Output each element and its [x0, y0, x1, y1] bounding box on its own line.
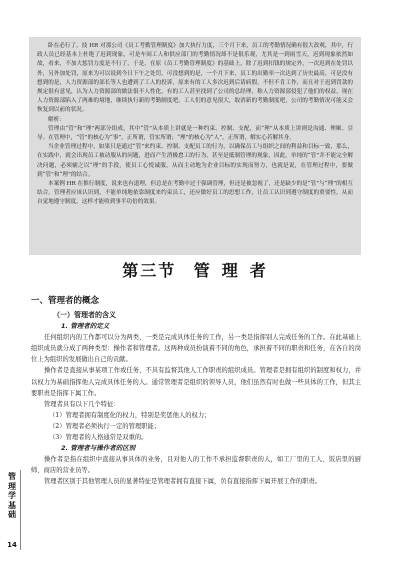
- list-item: （3）管理者的人格通常是双重的。: [49, 434, 148, 442]
- case-paragraph-1: 卧在必行了，技 HR 对那公司《员工考勤管理制度》加大执行力度，三个月下来，员工的考勤情况确有很大改观，其中，行政人员已经基本上杜绝了迟到现象，可是车间工人和供应部门的考勤情况却不是很乐观，尤其是一到雨雪天，迟到现象依然如故，看来，不加大惩罚力度是不行了，于是，在原《员工考勤管理制度》的基础上，除了迟到扣钱的规定外，一次迟到在处罚以外，另外加处罚，原来为可以说到今日下午之处罚，可没想到的是，一个月下来，员工的出勤率一次达到了历史最高，可是没有想到的是，人力资源部的部长等人也遭到了工人的投诉，原来有的工人多次迟到后请病假，不但不肯工作，而且对于迟到罚款的规定很有意见，认为人力资源部的做法很不人性化，有的工人甚至找到了公司的总经理，称人力资源部侵犯了他们的权益，现在人力资源部陷入了两难的境地，继续执行新的考勤制度吧，工人们的意见很大，取消新的考勤制度吧，公司的考勤情况可能又会恢复到以前的状况。: [37, 43, 353, 114]
- subheading-definition: 1. 管理者的定义: [61, 322, 110, 331]
- paragraph: 操作者是指在组织中直接从事具体的业务，且对他人的工作不承担监督职责的人，如工厂里的工人、饭店里的厨师、商店的营业员等。: [31, 456, 361, 475]
- section-heading: [0, 258, 400, 281]
- case-paragraph-3: 当企业管理过程中，如果只是通过“管”来约束、控制、支配员工的行为，以确保员工与组织之间的利益和目标一致，那么，在实践中，就会出现员工被动服从的问题，进而产生消极怠工的行为，甚至是抵制管理的现象，因此，单纯的“管”并不能完全解决问题，必须辅之以“理”的手段，使员工心悦诚服，从而主动地为企业目标的实现而努力，也就是说，在管理过程中，要做到“管”和“理”的结合。: [37, 144, 353, 178]
- section-title: 管理者: [193, 261, 278, 280]
- section-number: 第三节: [122, 261, 177, 280]
- subheading-difference: 2. 管理者与操作者的区别: [61, 444, 136, 453]
- book-title-side-label: 管 理 学 基 础: [8, 472, 16, 520]
- heading-concept: 一、管理者的概念: [31, 296, 100, 306]
- list-item: （2）管理者必须执行一定的管理职能；: [49, 422, 161, 430]
- body-text: [31, 310, 361, 488]
- list-item: （1）管理者拥有制度化的权力，特别是奖惩他人的权力；: [49, 411, 211, 419]
- case-paragraph-2: 管理由“管”和“理”两部分组成，其中“管”从本质上讲就是一种约束、控制、支配，而“理”从本质上讲则是沟通、理顺、引导。在管理中，“管”的核心为“事”，正所谓，管实所谓；“理”的核心为“人”，正所谓，解实心若解其身。: [37, 125, 353, 142]
- case-study-box: [29, 37, 361, 255]
- paragraph: 操作者是直接从事某项工作或任务，不具有监督其他人工作职责的组织成员。管理者是拥有组织的制度和权力，并以权力为基础指挥他人完成具体任务的人。通常管理者是组织的领导人员，他们虽然有时也做一些具体的工作，但其主要职责是指挥下属工作。: [31, 367, 361, 397]
- side-divider: [20, 470, 21, 550]
- paragraph: 管理者具有以下几个特征：: [44, 400, 120, 408]
- subheading-meaning: （一）管理者的含义: [53, 311, 116, 319]
- paragraph: 管理者区别于其他管理人员的显著特征是管理者拥有直接下属，负有直接指挥下属开展工作的职责。: [44, 478, 322, 486]
- page-number: 14: [7, 541, 17, 549]
- analysis-label: 解析：: [48, 116, 65, 123]
- paragraph: 任何组织内的工作都可以分为两类，一类是完成具体任务的工作，另一类是指挥别人完成任务的工作。在此基础上组织成员就分成了两种类型：操作者和管理者。这两种成员扮演着不同的角色，承担着不同的职责和任务，在各自的岗位上为组织的发展做出自己的贡献。: [31, 334, 361, 364]
- case-paragraph-4: 本案例 HR 在推行制度，说来也有道理，但总是在考勤中过于强调管理，但还是被忽视了，还是缺少的是“管”与“理”的相互结合。管理者应该认识到，不能单纯地依靠制度来约束员工，还应做好员工的思想工作，让员工认识到遵守制度的重要性，从而自觉地遵守制度，这样才能收到事半功倍的效果。: [37, 181, 353, 206]
